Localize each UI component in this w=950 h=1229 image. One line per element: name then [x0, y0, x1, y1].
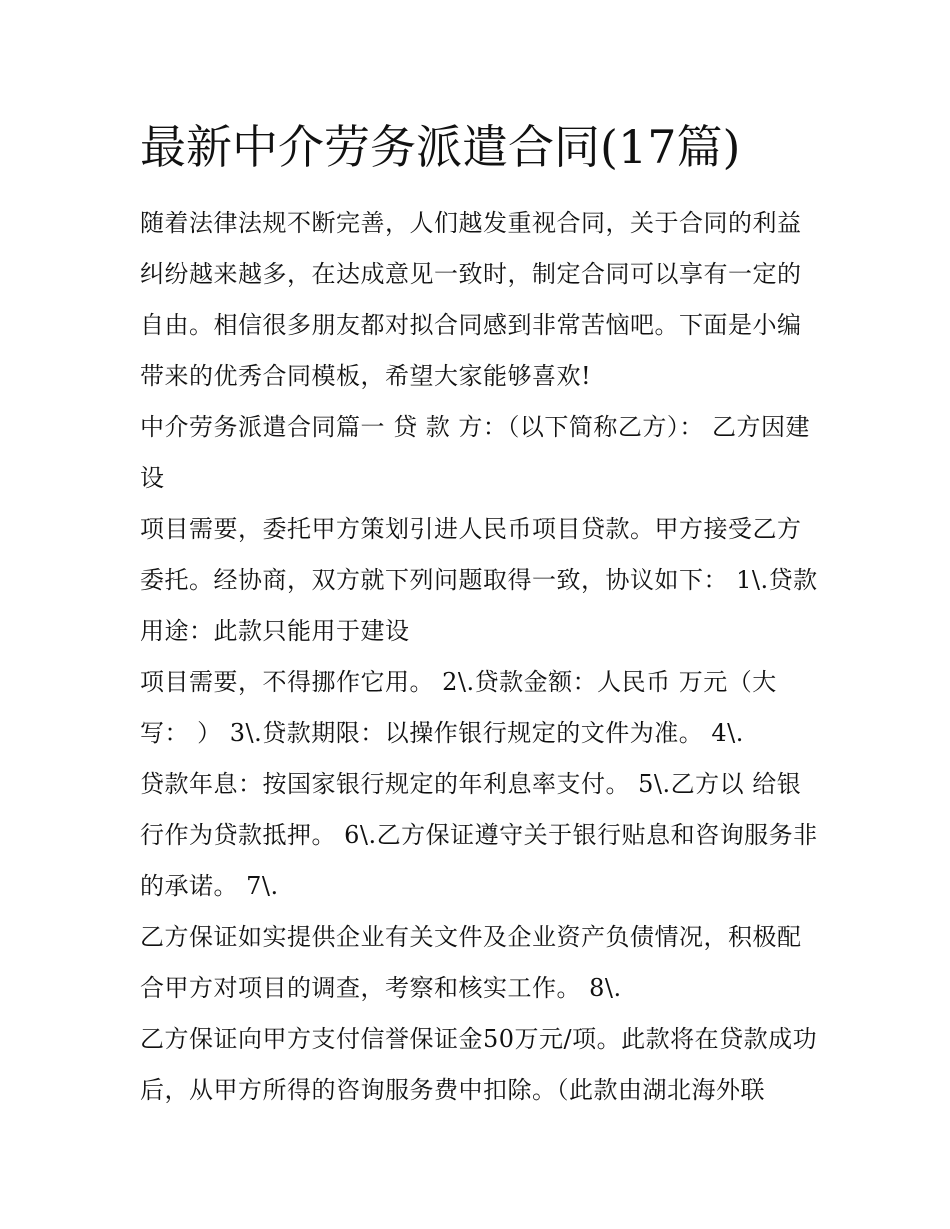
paragraph-intro: 随着法律法规不断完善，人们越发重视合同，关于合同的利益纠纷越来越多，在达成意见一致时，制定合同可以享有一定的自由。相信很多朋友都对拟合同感到非常苦恼吧。下面是小编带来的优秀合同模板，希望大家能够喜欢! [140, 209, 802, 390]
paragraph-deposit: 乙方保证向甲方支付信誉保证金50万元/项。此款将在贷款成功后，从甲方所得的咨询服务费中扣除。（此款由湖北海外联 [140, 1025, 818, 1104]
document-title: 最新中介劳务派遣合同(17篇) [140, 120, 741, 174]
paragraph-interest-collateral: 贷款年息：按国家银行规定的年利息率支付。 5\.乙方以 给银行作为贷款抵押。 6\.乙方保证遵守关于银行贴息和咨询服务非的承诺。 7\. [140, 770, 818, 900]
paragraph-contract-heading: 中介劳务派遣合同篇一 贷 款 方：（以下简称乙方）： 乙方因建设 [140, 413, 811, 492]
document-body [140, 198, 820, 1116]
paragraph-disclosure: 乙方保证如实提供企业有关文件及企业资产负债情况，积极配合甲方对项目的调查，考察和核实工作。 8\. [140, 923, 802, 1002]
paragraph-commission: 项目需要，委托甲方策划引进人民币项目贷款。甲方接受乙方委托。经协商，双方就下列问题取得一致，协议如下： 1\.贷款用途：此款只能用于建设 [140, 515, 818, 645]
paragraph-amount-term: 项目需要，不得挪作它用。 2\.贷款金额：人民币 万元（大写： ） 3\.贷款期限：以操作银行规定的文件为准。 4\. [140, 668, 777, 747]
